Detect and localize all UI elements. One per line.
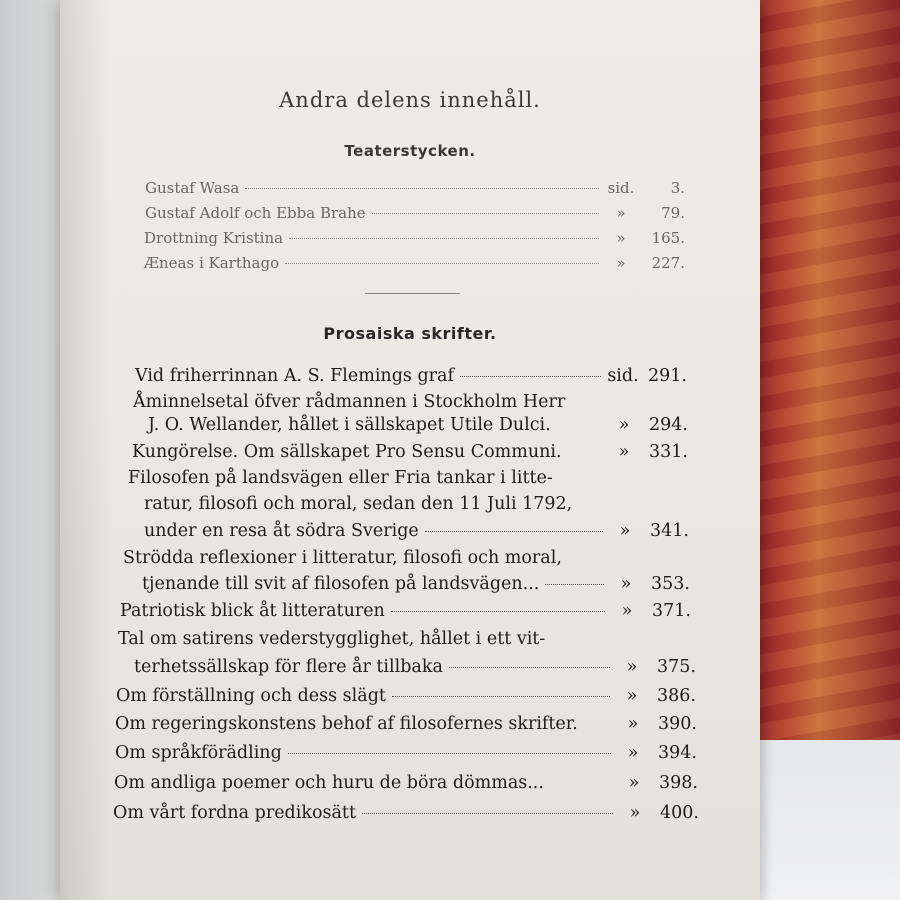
leader-dots	[545, 584, 604, 585]
entry-ref: »	[629, 803, 641, 823]
entry-ref: »	[616, 204, 626, 222]
entry-title: Kungörelse. Om sällskapet Pro Sensu Communi.	[132, 442, 562, 462]
leader-dots	[391, 611, 605, 612]
entry-ref: »	[616, 229, 626, 247]
toc-entry	[132, 439, 688, 465]
entry-page: 294.	[649, 415, 688, 435]
book-page	[60, 0, 760, 900]
toc-entry	[116, 683, 696, 709]
entry-page: 390.	[658, 714, 697, 734]
toc-entry	[120, 598, 691, 624]
entry-title-line: ratur, filosofi och moral, sedan den 11 Juli 1792,	[144, 494, 573, 514]
entry-ref: »	[618, 442, 630, 462]
entry-title: Om regeringskonstens behof af filosofernes skrifter.	[115, 714, 578, 734]
entry-page: 79.	[661, 204, 685, 222]
leader-dots	[425, 531, 603, 532]
entry-title-line: Tal om satirens vederstygglighet, hållet i ett vit-	[118, 629, 546, 649]
entry-page: 331.	[649, 442, 688, 462]
toc-entry	[142, 571, 690, 597]
entry-title: tjenande till svit af filosofen på landsvägen...	[142, 574, 540, 594]
entry-ref: »	[616, 254, 626, 272]
entry-page: 291.	[648, 366, 687, 386]
toc-entry	[135, 363, 687, 389]
toc-entry	[134, 654, 696, 680]
toc-entry	[144, 225, 685, 251]
toc-entry	[145, 200, 685, 226]
entry-page: 353.	[651, 574, 690, 594]
entry-title: under en resa åt södra Sverige	[144, 521, 419, 541]
entry-title: Gustaf Wasa	[145, 179, 240, 197]
adjacent-red-book	[752, 0, 900, 740]
toc-entry	[148, 412, 688, 438]
entry-ref: »	[627, 743, 639, 763]
entry-title-line: Strödda reflexioner i litteratur, filosofi och moral,	[123, 548, 562, 568]
entry-ref: »	[620, 574, 632, 594]
leader-dots	[392, 696, 610, 697]
entry-ref: sid.	[607, 366, 639, 386]
entry-page: 398.	[659, 773, 698, 793]
leader-dots	[372, 213, 599, 214]
entry-page: 400.	[660, 803, 699, 823]
entry-title: Om förställning och dess slägt	[116, 686, 386, 706]
entry-title: Patriotisk blick åt litteraturen	[120, 601, 385, 621]
entry-page: 227.	[651, 254, 685, 272]
entry-title: Gustaf Adolf och Ebba Brahe	[145, 204, 366, 222]
entry-ref: »	[628, 773, 640, 793]
leader-dots	[362, 813, 613, 814]
entry-title: Vid friherrinnan A. S. Flemings graf	[135, 366, 454, 386]
toc-entry	[115, 711, 697, 737]
page-title: Andra delens innehåll.	[279, 88, 541, 112]
toc-entry	[144, 250, 685, 276]
leader-dots	[289, 238, 599, 239]
entry-ref: »	[626, 686, 638, 706]
leader-dots	[285, 263, 599, 264]
toc-entry	[115, 740, 697, 766]
entry-title: Om språkförädling	[115, 743, 282, 763]
entry-page: 386.	[657, 686, 696, 706]
section-title-teaterstycken: Teaterstycken.	[344, 142, 476, 160]
entry-title: J. O. Wellander, hållet i sällskapet Utile Dulci.	[148, 415, 551, 435]
entry-page: 371.	[652, 601, 691, 621]
section-title-prosaiska-skrifter: Prosaiska skrifter.	[323, 324, 497, 343]
section-separator	[365, 293, 460, 294]
entry-page: 341.	[650, 521, 689, 541]
background-corner	[760, 740, 900, 900]
leader-dots	[288, 753, 611, 754]
entry-page: 394.	[658, 743, 697, 763]
entry-page: 3.	[670, 179, 685, 197]
toc-entry	[114, 770, 698, 796]
toc-entry	[113, 800, 699, 826]
entry-title: terhetssällskap för flere år tillbaka	[134, 657, 443, 677]
toc-entry	[145, 175, 685, 201]
entry-title-line: Åminnelsetal öfver rådmannen i Stockholm Herr	[133, 392, 566, 412]
leader-dots	[449, 667, 610, 668]
entry-ref: sid.	[607, 179, 635, 197]
entry-title: Om vårt fordna predikosätt	[113, 803, 356, 823]
entry-ref: »	[626, 657, 638, 677]
entry-title-line: Filosofen på landsvägen eller Fria tankar i litte-	[128, 468, 553, 488]
entry-page: 165.	[651, 229, 685, 247]
entry-ref: »	[618, 415, 630, 435]
entry-title: Om andliga poemer och huru de böra dömmas...	[114, 773, 544, 793]
entry-page: 375.	[657, 657, 696, 677]
entry-title: Drottning Kristina	[144, 229, 284, 247]
entry-title: Æneas i Karthago	[144, 254, 280, 272]
leader-dots	[245, 188, 599, 189]
entry-ref: »	[621, 601, 633, 621]
entry-ref: »	[619, 521, 631, 541]
entry-ref: »	[627, 714, 639, 734]
toc-entry	[144, 518, 689, 544]
leader-dots	[460, 376, 601, 377]
